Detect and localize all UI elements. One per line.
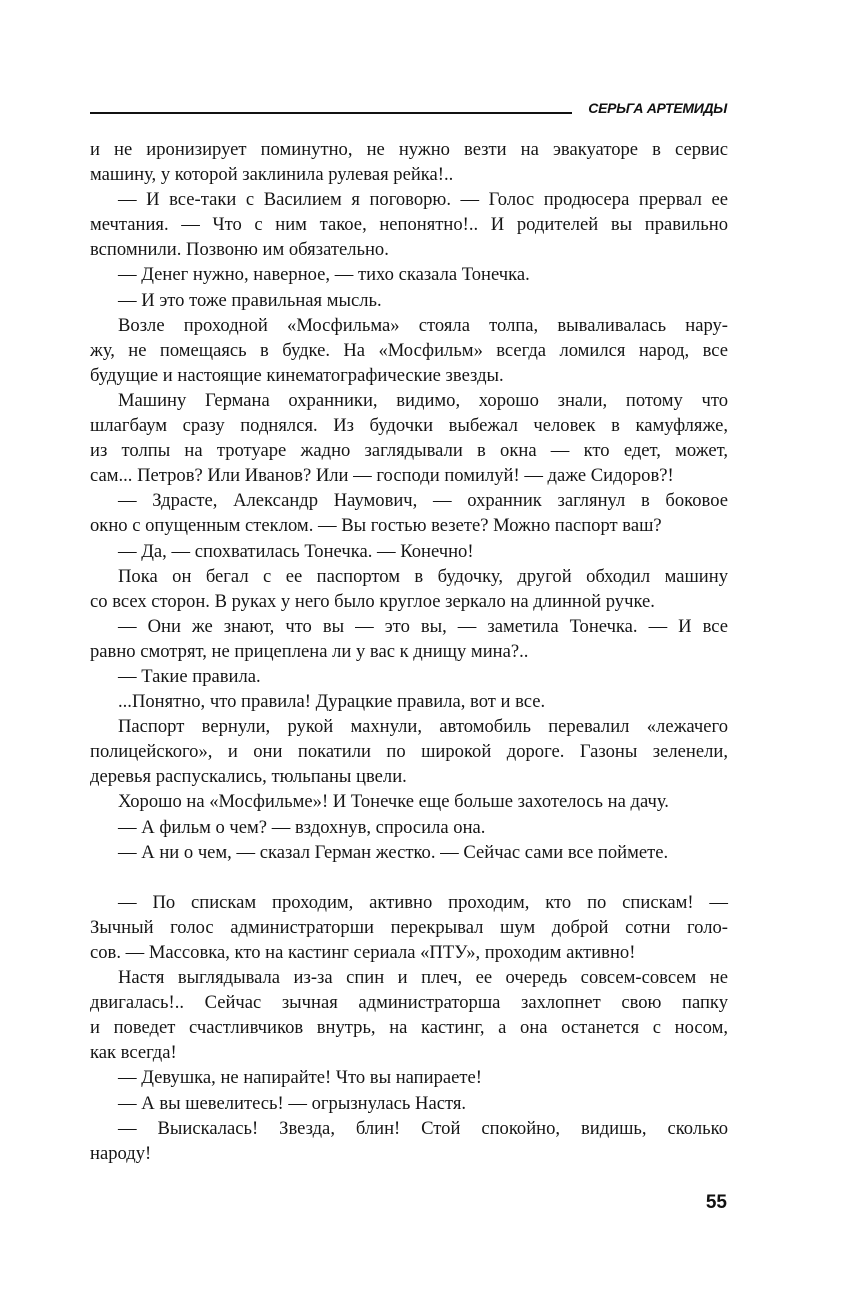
text-line: сов. — Массовка, кто на кастинг сериала «ПТУ», проходим активно!: [90, 942, 636, 963]
text-line: равно смотрят, не прицеплена ли у вас к днищу мина?..: [90, 640, 529, 662]
text-line: Пока он бегал с ее паспортом в будочку, другой обходил машину: [118, 565, 728, 587]
text-line: Машину Германа охранники, видимо, хорошо знали, потому что: [118, 389, 728, 411]
text-line: Настя выглядывала из-за спин и плеч, ее очередь совсем-совсем не: [118, 967, 728, 989]
text-line: — Девушка, не напирайте! Что вы напираете!: [118, 1067, 482, 1089]
text-line: — Выискалась! Звезда, блин! Стой спокойно, видишь, сколько: [118, 1117, 728, 1139]
text-line: и поведет счастливчиков внутрь, на кастинг, а она останется с носом,: [90, 1017, 728, 1039]
running-title: СЕРЬГА АРТЕМИДЫ: [588, 100, 727, 116]
text-line: сам... Петров? Или Иванов? Или — господи помилуй! — даже Сидоров?!: [90, 465, 674, 487]
text-line: — А вы шевелитесь! — огрызнулась Настя.: [118, 1092, 467, 1114]
text-line: деревья распускались, тюльпаны цвели.: [90, 766, 407, 788]
text-line: Хорошо на «Мосфильме»! И Тонечке еще больше захотелось на дачу.: [118, 791, 669, 813]
text-line: — Они же знают, что вы — это вы, — заметила Тонечка. — И все: [118, 615, 728, 637]
body-text: [90, 137, 728, 1166]
section-break: [90, 865, 728, 890]
text-line: Зычный голос администраторши перекрывал шум доброй сотни голо-: [90, 916, 728, 938]
text-line: двигалась!.. Сейчас зычная администраторша захлопнет свою папку: [90, 992, 728, 1014]
text-line: Возле проходной «Мосфильма» стояла толпа, вываливалась нару-: [118, 314, 728, 336]
text-line: — Да, — спохватилась Тонечка. — Конечно!: [118, 540, 474, 562]
text-line: и не иронизирует поминутно, не нужно везти на эвакуаторе в сервис: [90, 139, 728, 160]
text-line: со всех сторон. В руках у него было круглое зеркало на длинной ручке.: [90, 590, 655, 612]
text-line: шлагбаум сразу поднялся. Из будочки выбежал человек в камуфляже,: [90, 415, 728, 437]
text-line: из толпы на тротуаре жадно заглядывали в окна — кто едет, может,: [90, 440, 728, 462]
text-line: мечтания. — Что с ним такое, непонятно!.. И родителей вы правильно: [90, 214, 728, 236]
text-line: — А фильм о чем? — вздохнув, спросила она.: [118, 816, 486, 838]
text-line: — А ни о чем, — сказал Герман жестко. — Сейчас сами все поймете.: [118, 841, 669, 863]
text-line: вспомнили. Позвоню им обязательно.: [90, 239, 389, 261]
text-line: машину, у которой заклинила рулевая рейка!..: [90, 164, 454, 186]
text-line: — Денег нужно, наверное, — тихо сказала Тонечка.: [118, 264, 530, 286]
text-line: — По спискам проходим, активно проходим, кто по спискам! —: [118, 891, 728, 913]
header-rule: [90, 112, 572, 114]
text-line: жу, не помещаясь в будке. На «Мосфильм» всегда ломился народ, все: [90, 339, 728, 361]
text-line: Паспорт вернули, рукой махнули, автомобиль перевалил «лежачего: [118, 716, 728, 738]
text-line: — Здрасте, Александр Наумович, — охранник заглянул в боковое: [118, 490, 728, 512]
text-line: — И все-таки с Василием я поговорю. — Голос продюсера прервал ее: [118, 189, 728, 211]
page-number: 55: [705, 1192, 727, 1213]
text-line: — И это тоже правильная мысль.: [118, 289, 382, 311]
text-line: ...Понятно, что правила! Дурацкие правила, вот и все.: [118, 691, 546, 713]
text-line: будущие и настоящие кинематографические звезды.: [90, 364, 504, 386]
text-line: полицейского», и они покатили по широкой дороге. Газоны зеленели,: [90, 741, 728, 763]
text-line: окно с опущенным стеклом. — Вы гостью везете? Можно паспорт ваш?: [90, 515, 662, 537]
text-line: как всегда!: [90, 1042, 177, 1064]
text-line: народу!: [90, 1142, 152, 1164]
text-line: — Такие правила.: [118, 665, 261, 687]
